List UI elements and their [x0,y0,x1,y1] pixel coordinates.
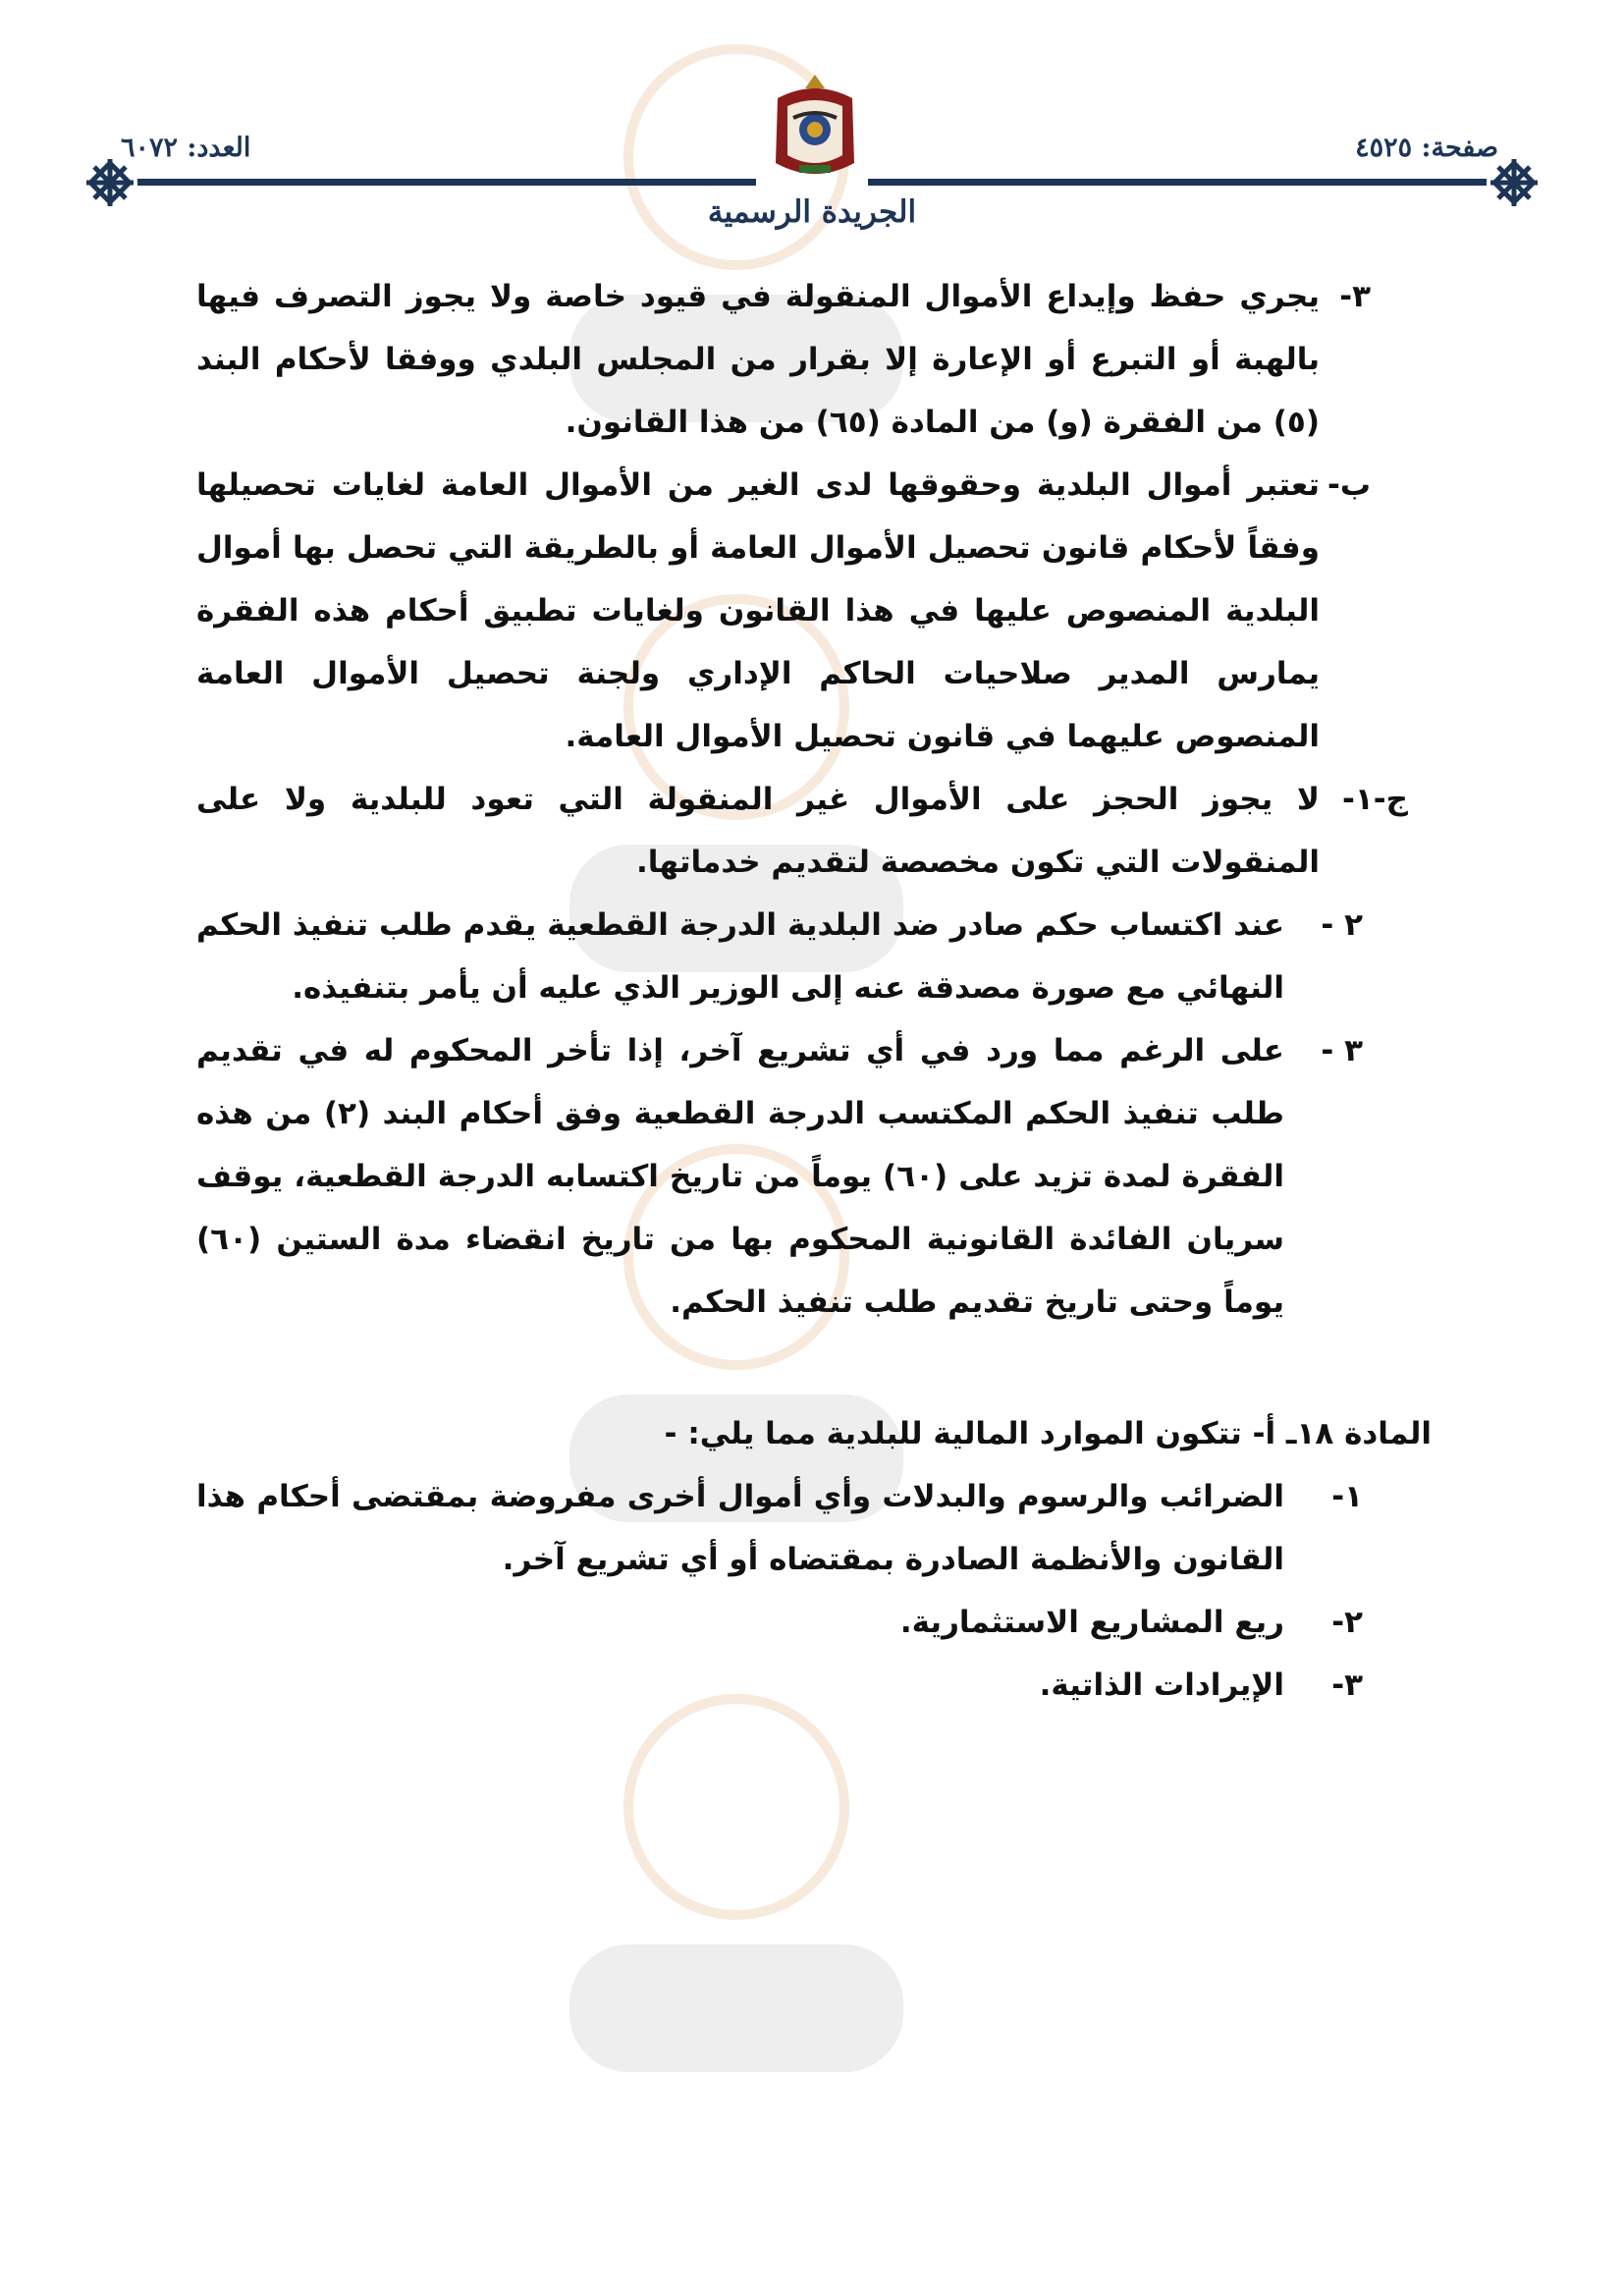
article-18-heading: المادة ١٨ـ أ- تتكون الموارد المالية للبلدية مما يلي: - [664,1416,1432,1451]
clause-marker: ٢ - [1321,907,1363,943]
clause-b [196,454,1371,768]
coat-of-arms-icon [764,69,866,187]
clause-a3 [196,265,1371,454]
item-text: ريع المشاريع الاستثمارية. [899,1605,1284,1640]
clause-marker: ٣ - [1321,1033,1363,1068]
article-18-item-1 [196,1465,1363,1591]
clause-text: تعتبر أموال البلدية وحقوقها لدى الغير من الأموال العامة لغايات تحصيلها وفقاً لأحكام قانون تحصيل الأموال العامة أو بالطريقة التي تحصل بها أموال البلدية المنصوص عليها في هذا القانون ولغايات تطبيق أحكام هذه الفقرة يمارس المدير صلاحيات الحاكم الإداري ولجنة تحصيل الأموال العامة المنصوص عليهما في قانون تحصيل الأموال العامة. [196,467,1320,754]
item-marker: ٣- [1331,1667,1363,1703]
clause-marker: ب- [1326,467,1371,503]
gazette-title: الجريدة الرسمية [707,194,917,230]
issue-number: العدد: ٦٠٧٢ [121,133,251,163]
header-rule-left [137,179,756,186]
clause-marker: ج-١- [1341,782,1408,817]
clause-c2 [196,894,1363,1019]
item-text: الضرائب والرسوم والبدلات وأي أموال أخرى مفروضة بمقتضى أحكام هذا القانون والأنظمة الصادرة بمقتضاه أو أي تشريع آخر. [196,1479,1284,1577]
clause-text: يجري حفظ وإيداع الأموال المنقولة في قيود خاصة ولا يجوز التصرف فيها بالهبة أو التبرع أو الإعارة إلا بقرار من المجلس البلدي ووفقا لأحكام البند (٥) من الفقرة (و) من المادة (٦٥) من هذا القانون. [196,279,1320,440]
clause-text: لا يجوز الحجز على الأموال غير المنقولة التي تعود للبلدية ولا على المنقولات التي تكون مخصصة لتقديم خدماتها. [196,782,1320,880]
clause-c1 [196,768,1408,894]
document-body [0,265,1624,1717]
item-marker: ٢- [1331,1605,1363,1640]
item-marker: ١- [1331,1479,1363,1514]
clause-marker: ٣- [1339,279,1371,314]
clause-c3 [196,1019,1363,1334]
item-text: الإيرادات الذاتية. [1039,1667,1284,1703]
header-rule-right [868,179,1487,186]
page-number: صفحة: ٤٥٢٥ [1355,133,1498,163]
article-18-item-3 [0,1654,1363,1717]
clause-text: عند اكتساب حكم صادر ضد البلدية الدرجة القطعية يقدم طلب تنفيذ الحكم النهائي مع صورة مصدقة عنه إلى الوزير الذي عليه أن يأمر بتنفيذه. [196,907,1284,1006]
page-header [0,0,1624,255]
article-18-item-2 [0,1591,1363,1654]
clause-text: على الرغم مما ورد في أي تشريع آخر، إذا تأخر المحكوم له في تقديم طلب تنفيذ الحكم المكتسب الدرجة القطعية وفق أحكام البند (٢) من هذه الفقرة لمدة تزيد على (٦٠) يوماً من تاريخ اكتسابه الدرجة القطعية، يوقف سريان الفائدة القانونية المحكوم بها من تاريخ انقضاء مدة الستين (٦٠) يوماً وحتى تاريخ تقديم طلب تنفيذ الحكم. [196,1033,1284,1320]
